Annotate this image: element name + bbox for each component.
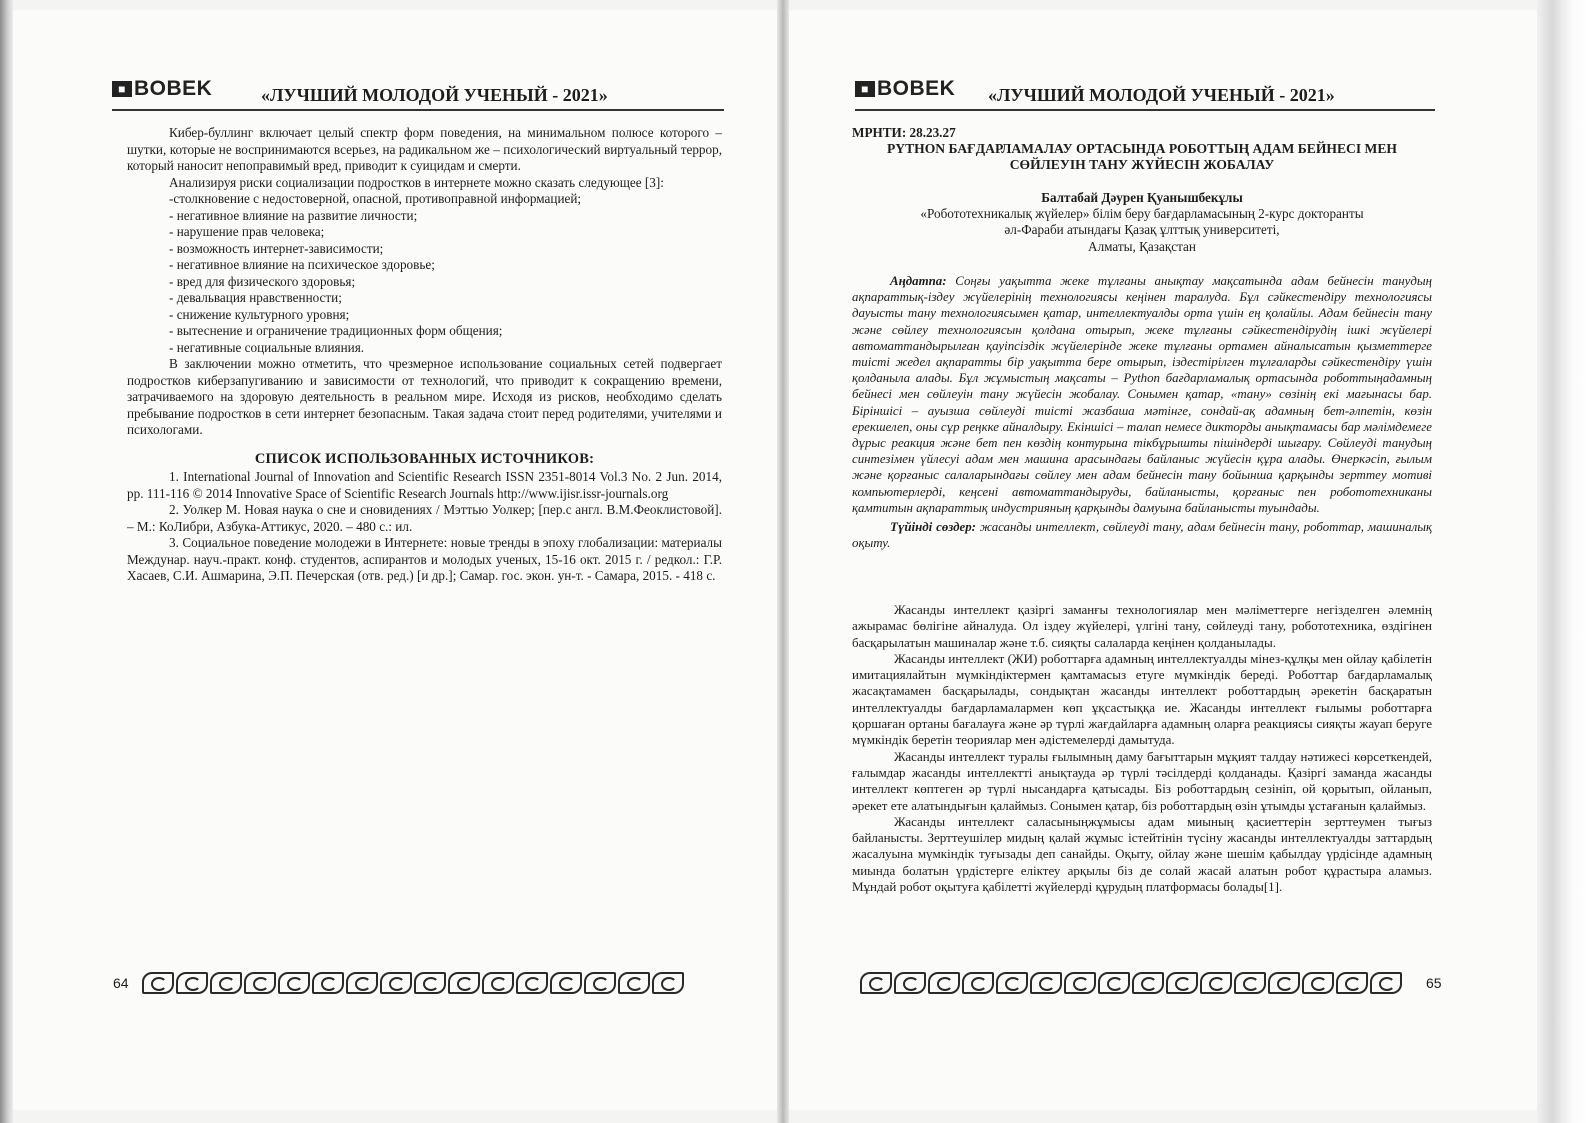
ornament-icon <box>1370 972 1402 994</box>
ornament-icon <box>142 972 174 994</box>
ornament-icon <box>516 972 548 994</box>
reference-item: 1. International Journal of Innovation and Scientific Research ISSN 2351-8014 Vol.3 No. 2 Jun. 2014, pp. 111-116 © 2014 Innovative Space of Scientific Research Journals http://www.ijisr.issr-journals.org <box>127 469 722 501</box>
list-item: - негативные социальные влияния. <box>169 339 365 355</box>
ornament-icon <box>176 972 208 994</box>
risks-list <box>127 191 722 356</box>
affiliation-line: «Робототехникалық жүйелер» білім беру бағдарламасының 2-курс докторанты <box>920 206 1364 221</box>
reference-item: 3. Социальное поведение молодежи в Интернете: новые тренды в эпоху глобализации: материалы Междунар. науч.-практ. конф. студентов, аспирантов и молодых ученых, 15-16 окт. 2015 г. / редкол.: Г.Р. Хасаев, С.И. Ашмарина, Э.П. Печерская (отв. ред.) [и др.]; Самар. гос. экон. ун-т. - Самара, 2015. - 418 с. <box>127 535 722 583</box>
ornament-icon <box>996 972 1028 994</box>
page-number: 65 <box>1426 975 1442 991</box>
list-item: - нарушение прав человека; <box>169 224 325 239</box>
logo-mark-icon: ■ <box>112 81 132 97</box>
logo-mark-icon: ■ <box>855 81 875 97</box>
abstract-text: Соңғы уақытта жеке тұлғаны анықтау мақсатында адам бейнесін танудың ақпараттық-іздеу жүйелерінің технологиясы кеңінен таралуда. Бұл сәйкестендіру технологиясы дауысты тану технологиясымен қатар, интеллектуалды орта үшін ең қолайлы. Адам бейнесін тану және сөйлеу технологиясын қолдана отырып, жеке тұлғаны сәйкестендірудің ішкі жүйелері автоматтандырылған қауіпсіздік жүйелерінде жеке тұлғаны ортамен айналысатын қызметтерге тиісті жедел ақпаратты бір уақытта бере отырып, іздестірілген тұлғаларды сәйкестендіру үшін қолданыла алады. Бұл жұмыстың мақсаты – Python бағдарламалық ортасында роботтыңадамның бейнесі мен сөйлеуін тану жүйесін жобалау. Сонымен қатар, «тану» сөзінің екі мағынасы бар. Біріншісі – ауызша сөйлеуді тиісті жазбаша мәтінге, сондай-ақ адамның бет-әлпетін, көзін ерекшелеп, оны сұр реңкке айналдыру. Екіншісі – талап немесе дикторды анықтамасы бар мәлімдемеге дұрыс реакция және бет пен көздің контурына тікбұрышты пішіндерді шығару. Сөйлеуді танудың синтезімен үйлесуі адам мен машина арасындағы байланыс жүйесін құра алады. Өнеркәсіп, ғылым және қорғаныс салаларындағы сөйлеу мен адам бейнесін тану бойынша қарқынды зерттеу мотиві компьютерлерді, кеңсені автоматтандыруды, байланысты, қорғаныс пен робототехниканы қамтитын ақпараттық индустрияның қарқынды дамуына байланысты туындады. <box>852 274 1432 515</box>
abstract-label: Аңдатпа: <box>890 274 947 288</box>
ornament-icon <box>652 972 684 994</box>
footer-ornament <box>860 969 1402 997</box>
body-paragraph: Жасанды интеллект туралы ғылымның даму бағыттарын мұқият талдау нәтижесі көрсеткендей, ғалымдар жасанды интеллектті анықтауда әр түрлі тәсілдерді қолданады. Қазіргі заманда жасанды интеллект көптеген әр түрлі нысандарға қатысады. Біз роботтардың сезініп, ой қорытып, ойланып, әрекет ете алатындығын қалаймыз. Сонымен қатар, біз роботтардың өзін ұтымды ұстағанын қалаймыз. <box>852 748 1432 813</box>
ornament-icon <box>1064 972 1096 994</box>
keywords-label: Түйінді сөздер: <box>890 520 976 535</box>
left-edge-shadow <box>0 0 13 1123</box>
journal-logo: ■ BOBEK <box>855 77 955 101</box>
ornament-icon <box>1234 972 1266 994</box>
ornament-icon <box>380 972 412 994</box>
ornament-icon <box>482 972 514 994</box>
list-item: -столкновение с недостоверной, опасной, противоправной информацией; <box>169 191 582 206</box>
affiliation <box>852 206 1432 255</box>
page-number: 64 <box>113 975 129 991</box>
list-item: - вред для физического здоровья; <box>169 273 356 289</box>
list-item: - вытеснение и ограничение традиционных форм общения; <box>169 323 503 338</box>
ornament-icon <box>244 972 276 994</box>
article-title-line: PYTHON БАҒДАРЛАМАЛАУ ОРТАСЫНДА РОБОТТЫҢ АДАМ БЕЙНЕСІ МЕН <box>886 141 1398 156</box>
right-edge-paper <box>1537 0 1589 1123</box>
list-item: - девальвация нравственности; <box>169 290 342 305</box>
journal-logo: ■ BOBEK <box>112 77 212 101</box>
ornament-icon <box>414 972 446 994</box>
abstract-block <box>852 273 1432 551</box>
list-item: - негативное влияние на психическое здоровье; <box>169 257 435 272</box>
list-item: - возможность интернет-зависимости; <box>169 240 384 256</box>
ornament-icon <box>346 972 378 994</box>
body-paragraph: Жасанды интеллект саласыныңжұмысы адам миының қасиеттерін зерттеумен тығыз байланысты. Зерттеушілер мидың қалай жұмыс істейтінін түсіну жасанды интеллектуалды заттардың жасалуына мүмкіндік туғызады деп санайды. Оқыту, ойлау және шешім қабылдау үрдісінде адамның миында болатын үрдістерге еліктеу арқылы біз де солай жасай алатын робот құрастыра аламыз. Мұндай робот оқытуға қабілетті жүйелерді құрудың платформасы болады[1]. <box>852 813 1432 895</box>
left-page-header <box>112 77 724 111</box>
ornament-icon <box>448 972 480 994</box>
footer-ornament <box>142 969 684 997</box>
ornament-icon <box>1200 972 1232 994</box>
ornament-icon <box>210 972 242 994</box>
article-title-line: СӨЙЛЕУІН ТАНУ ЖҮЙЕСІН ЖОБАЛАУ <box>1009 157 1275 173</box>
ornament-icon <box>312 972 344 994</box>
list-item: - негативное влияние на развитие личности; <box>169 207 418 223</box>
left-page-body <box>127 125 722 585</box>
affiliation-line: Алматы, Қазақстан <box>1088 238 1196 254</box>
body-paragraph: Жасанды интеллект қазіргі заманғы технологиялар мен мәліметтерге негізделген әлемнің ажырамас бөлігіне айналуда. Ол іздеу жүйелері, үлгіні тану, сөйлеуді тану, робототехника, өздігінен басқарылатын машиналар және т.б. сияқты салаларда кеңінен қолданылады. <box>852 602 1432 650</box>
right-page-header <box>855 77 1435 111</box>
ornament-icon <box>618 972 650 994</box>
header-rule <box>112 109 724 111</box>
ornament-icon <box>894 972 926 994</box>
ornament-icon <box>1098 972 1130 994</box>
ornament-icon <box>278 972 310 994</box>
article-title <box>852 141 1432 174</box>
right-page <box>783 10 1538 1110</box>
conclusion-paragraph: В заключении можно отметить, что чрезмерное использование социальных сетей подвергает подростков киберзапугиванию и зависимости от технологий, что приводит к сокращению времени, затрачиваемого на здоровую деятельность в реальном мире. Исходя из рисков, необходимо сделать пребывание подростков в сети интернет безопасным. Такая задача стоит перед родителями, учителями и психологами. <box>127 356 722 437</box>
keywords-text: жасанды интеллект, сөйлеуді тану, адам бейнесін тану, роботтар, машиналық оқыту. <box>852 520 1432 551</box>
list-item: - снижение культурного уровня; <box>169 306 350 322</box>
ornament-icon <box>1302 972 1334 994</box>
right-page-body <box>852 602 1432 895</box>
reference-item: 2. Уолкер М. Новая наука о сне и сновидениях / Мэттью Уолкер; [пер.с англ. В.М.Феоклистовой]. – М.: КоЛибри, Азбука-Аттикус, 2020. – 480 с.: ил. <box>127 502 722 534</box>
ornament-icon <box>550 972 582 994</box>
affiliation-line: әл-Фараби атындағы Қазақ ұлттық университеті, <box>1004 222 1280 238</box>
ornament-icon <box>860 972 892 994</box>
intro-paragraph: Кибер-буллинг включает целый спектр форм поведения, на минимальном полюсе которого – шутки, которые не воспринимаются всерьез, на радикальном же – психологический виртуальный террор, который наносит непоправимый вред, приводит к суицидам и смерти. <box>127 125 722 173</box>
ornament-icon <box>1336 972 1368 994</box>
risks-intro: Анализируя риски социализации подростков в интернете можно сказать следующее [3]: <box>169 174 664 190</box>
ornament-icon <box>584 972 616 994</box>
mrnti-code: МРНТИ: 28.23.27 <box>852 125 956 140</box>
journal-title: «ЛУЧШИЙ МОЛОДОЙ УЧЕНЫЙ - 2021» <box>261 85 608 105</box>
journal-title: «ЛУЧШИЙ МОЛОДОЙ УЧЕНЫЙ - 2021» <box>988 85 1335 105</box>
body-paragraph: Жасанды интеллект (ЖИ) роботтарға адамның интеллектуалды мінез-құлқы мен ойлау қабілетін имитациялайтын мүмкіндіктермен қамтамасыз етуге мүмкіндік береді. Роботтар бағдарламалық жасақтамамен басқарылады, сондықтан жасанды интеллект роботтардың әрекетін басқаратын интеллектуалды бағдарламалармен көп ұқсастыққа ие. Жасанды интеллект ғылымы роботтарға қоршаған ортаны бағалауға және әр түрлі жағдайларға адамның оларға реакциясы сияқты жауап беруге мүмкіндік беретін теориялар мен әдістемелерді дамытуда. <box>852 650 1432 748</box>
ornament-icon <box>928 972 960 994</box>
ornament-icon <box>1030 972 1062 994</box>
ornament-icon <box>962 972 994 994</box>
book-gutter <box>777 0 789 1123</box>
author-name: Балтабай Дәурен Қуанышбекұлы <box>1041 190 1243 205</box>
ornament-icon <box>1166 972 1198 994</box>
ornament-icon <box>1268 972 1300 994</box>
header-rule <box>855 109 1435 111</box>
abstract-paragraph <box>852 273 1432 516</box>
references-title: СПИСОК ИСПОЛЬЗОВАННЫХ ИСТОЧНИКОВ: <box>254 450 595 467</box>
keywords-paragraph <box>852 519 1432 551</box>
ornament-icon <box>1132 972 1164 994</box>
